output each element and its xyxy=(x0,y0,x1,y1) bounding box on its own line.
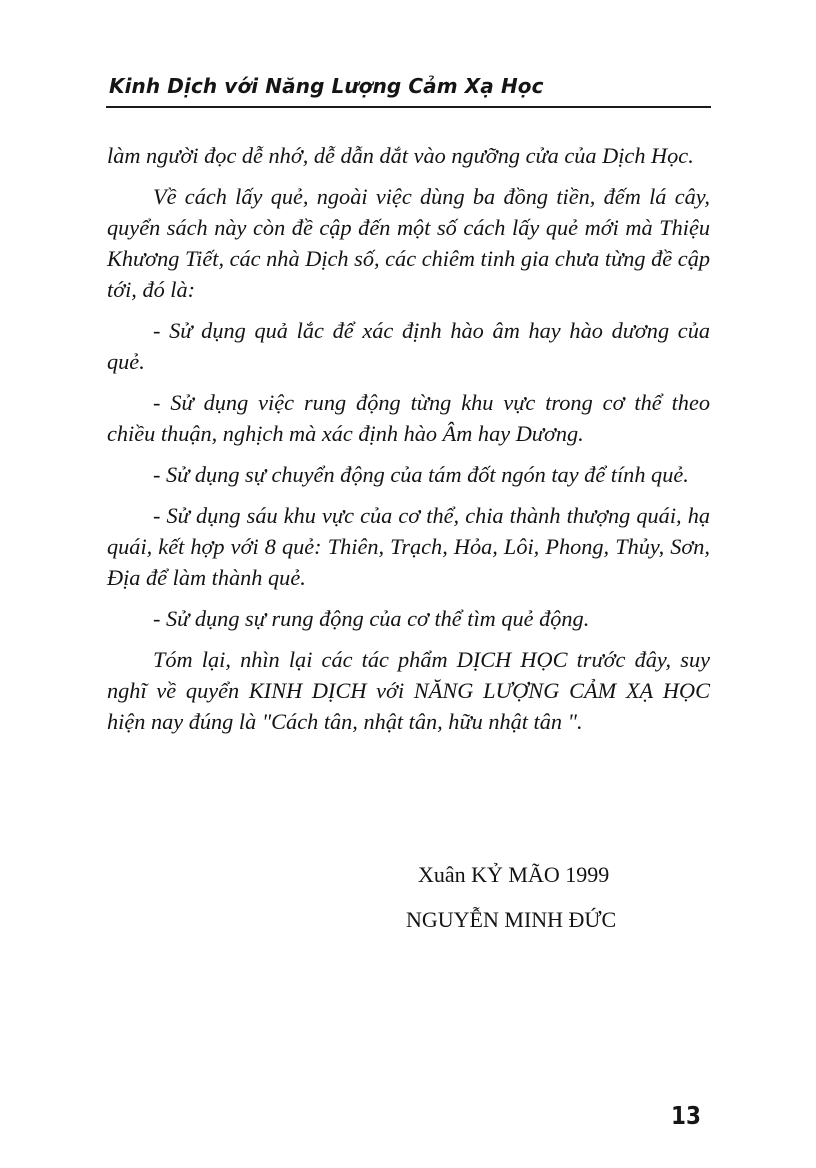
page-number: 13 xyxy=(671,1101,701,1130)
list-item-moving-hexagram: - Sử dụng sự rung động của cơ thể tìm quẻ động. xyxy=(153,606,590,631)
signature-block xyxy=(406,852,616,942)
paragraph-divination-methods: Về cách lấy quẻ, ngoài việc dùng ba đồng tiền, đếm lá cây, quyển sách này còn đề cập đến một số cách lấy quẻ mới mà Thiệu Khương Tiết, các nhà Dịch số, các chiêm tinh gia chưa từng đề cập tới, đó là: xyxy=(107,184,710,302)
signature-date: Xuân KỶ MÃO 1999 xyxy=(418,862,610,887)
header-divider xyxy=(106,106,711,108)
body-text xyxy=(107,140,710,747)
list-item-finger-joints: - Sử dụng sự chuyển động của tám đốt ngón tay để tính quẻ. xyxy=(153,462,689,487)
list-item-six-body-areas: - Sử dụng sáu khu vực của cơ thể, chia thành thượng quái, hạ quái, kết hợp với 8 quẻ: Thiên, Trạch, Hỏa, Lôi, Phong, Thủy, Sơn, Địa để làm thành quẻ. xyxy=(107,503,710,590)
signature-author: NGUYỄN MINH ĐỨC xyxy=(406,907,617,932)
paragraph-continuation: làm người đọc dễ nhớ, dễ dẫn dắt vào ngưỡng cửa của Dịch Học. xyxy=(107,143,694,168)
paragraph-conclusion: Tóm lại, nhìn lại các tác phẩm DỊCH HỌC trước đây, suy nghĩ về quyển KINH DỊCH với NĂNG LƯỢNG CẢM XẠ HỌC hiện nay đúng là "Cách tân, nhật tân, hữu nhật tân ". xyxy=(107,647,710,734)
list-item-body-vibration: - Sử dụng việc rung động từng khu vực trong cơ thể theo chiều thuận, nghịch mà xác định hào Âm hay Dương. xyxy=(107,390,710,446)
running-header-title: Kinh Dịch với Năng Lượng Cảm Xạ Học xyxy=(109,74,544,98)
list-item-pendulum: - Sử dụng quả lắc để xác định hào âm hay hào dương của quẻ. xyxy=(107,318,710,374)
